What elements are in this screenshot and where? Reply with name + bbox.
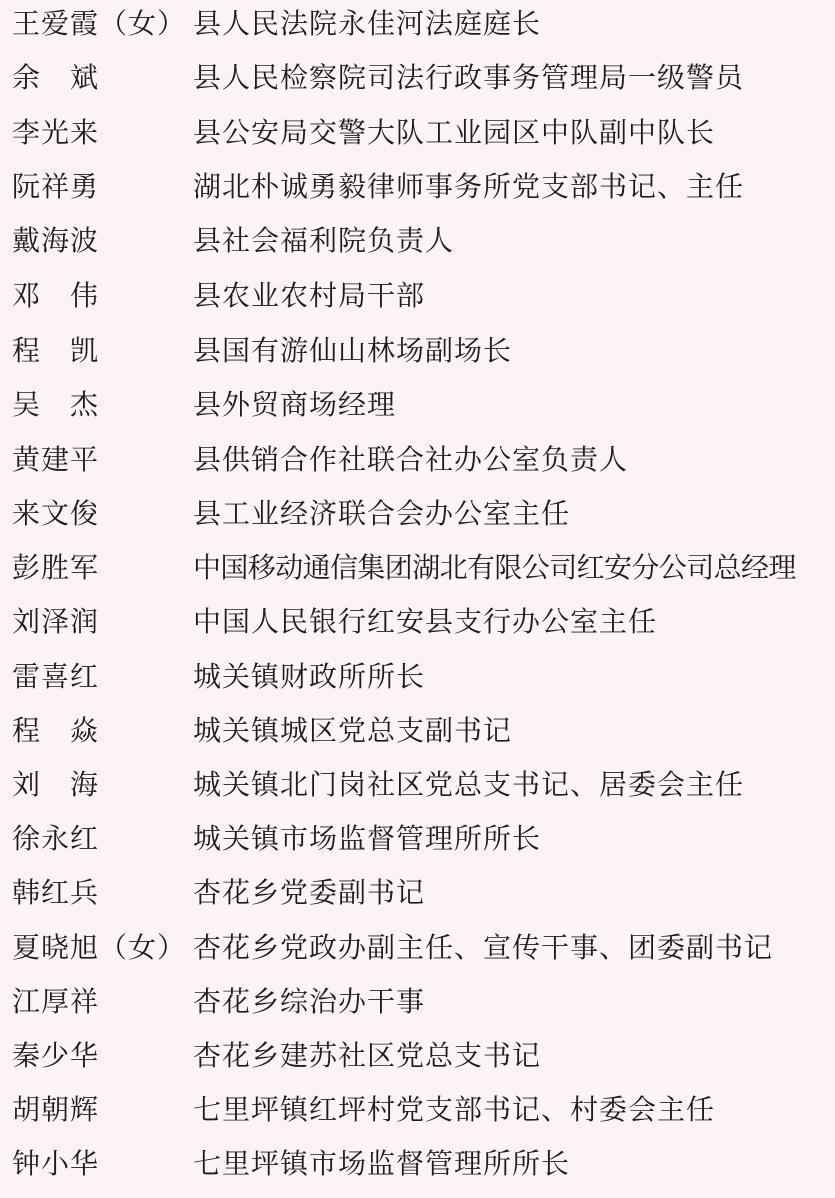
list-item [0, 487, 835, 541]
person-name: 钟小华 [12, 1147, 100, 1180]
person-position: 杏花乡建苏社区党总支书记 [193, 1039, 542, 1072]
person-name: 李光来 [12, 116, 100, 149]
person-name: 吴 杰 [12, 388, 100, 421]
person-name: 胡朝辉 [12, 1093, 100, 1126]
person-position: 城关镇北门岗社区党总支书记、居委会主任 [193, 768, 745, 801]
person-name: 夏晓旭（女） [12, 931, 187, 964]
list-item [0, 704, 835, 758]
person-position: 县国有游仙山林场副场长 [193, 334, 513, 367]
person-position: 县农业农村局干部 [193, 279, 426, 312]
person-position: 中国移动通信集团湖北有限公司红安分公司总经理 [193, 551, 796, 584]
person-name: 邓 伟 [12, 279, 100, 312]
person-position: 县供销合作社联合社办公室负责人 [193, 443, 629, 476]
list-item [0, 433, 835, 487]
person-name: 秦少华 [12, 1039, 100, 1072]
person-name: 江厚祥 [12, 985, 100, 1018]
list-item [0, 378, 835, 432]
person-name: 彭胜军 [12, 551, 100, 584]
person-name: 阮祥勇 [12, 170, 100, 203]
list-item [0, 595, 835, 649]
person-name: 黄建平 [12, 443, 100, 476]
person-name: 徐永红 [12, 822, 100, 855]
list-item [0, 51, 835, 105]
person-position: 七里坪镇红坪村党支部书记、村委会主任 [193, 1093, 716, 1126]
person-position: 杏花乡综治办干事 [193, 985, 426, 1018]
person-position: 县工业经济联合会办公室主任 [193, 497, 571, 530]
person-position: 县外贸商场经理 [193, 388, 397, 421]
person-name: 王爱霞（女） [12, 7, 187, 40]
person-position: 县人民法院永佳河法庭庭长 [193, 7, 542, 40]
list-item [0, 541, 835, 595]
list-item [0, 0, 835, 51]
person-position: 七里坪镇市场监督管理所所长 [193, 1147, 571, 1180]
list-item [0, 214, 835, 268]
person-name: 韩红兵 [12, 876, 100, 909]
list-item [0, 269, 835, 323]
list-item [0, 650, 835, 704]
person-position: 中国人民银行红安县支行办公室主任 [193, 605, 658, 638]
person-position: 城关镇城区党总支副书记 [193, 714, 513, 747]
list-item [0, 758, 835, 812]
list-item [0, 324, 835, 378]
person-position: 县公安局交警大队工业园区中队副中队长 [193, 116, 716, 149]
list-item [0, 160, 835, 214]
list-item [0, 1137, 835, 1191]
person-name: 余 斌 [12, 61, 100, 94]
list-item [0, 866, 835, 920]
list-item [0, 106, 835, 160]
list-item [0, 1083, 835, 1137]
person-position: 湖北朴诚勇毅律师事务所党支部书记、主任 [193, 170, 745, 203]
person-position: 杏花乡党委副书记 [193, 876, 426, 909]
list-item [0, 975, 835, 1029]
person-name: 刘泽润 [12, 605, 100, 638]
person-position: 城关镇市场监督管理所所长 [193, 822, 542, 855]
person-name: 刘 海 [12, 768, 100, 801]
list-item [0, 1029, 835, 1083]
person-position: 县人民检察院司法行政事务管理局一级警员 [193, 61, 745, 94]
person-name: 戴海波 [12, 224, 100, 257]
person-name: 来文俊 [12, 497, 100, 530]
person-position: 城关镇财政所所长 [193, 660, 426, 693]
person-name: 雷喜红 [12, 660, 100, 693]
list-item [0, 812, 835, 866]
person-name: 程 焱 [12, 714, 100, 747]
person-position: 县社会福利院负责人 [193, 224, 455, 257]
list-item [0, 921, 835, 975]
person-position: 杏花乡党政办副主任、宣传干事、团委副书记 [193, 931, 774, 964]
person-name: 程 凯 [12, 334, 100, 367]
